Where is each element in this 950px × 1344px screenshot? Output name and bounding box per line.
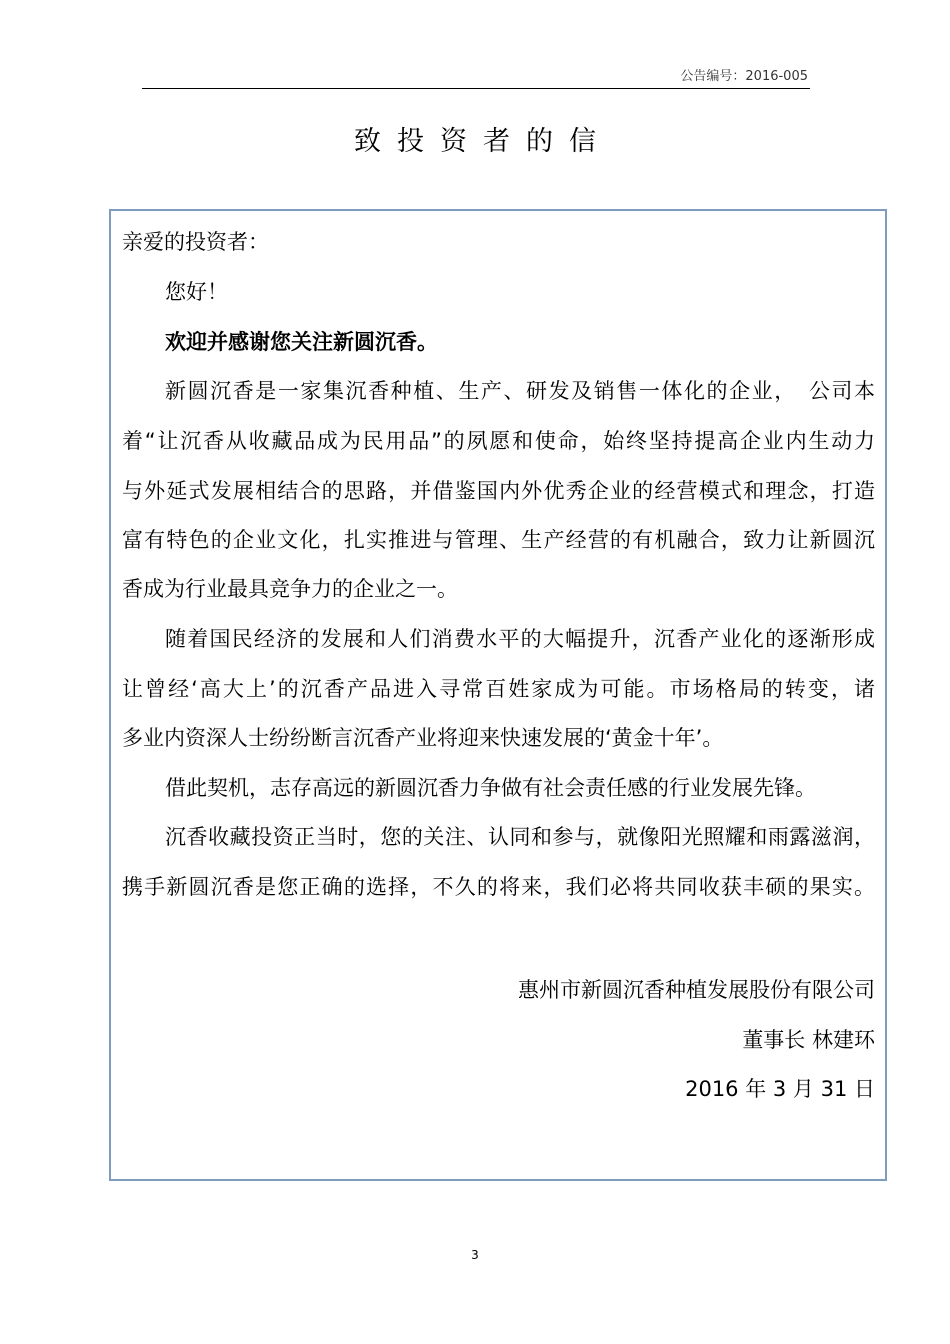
page-number: 3 [471,1248,479,1262]
paragraph-line: 与外延式发展相结合的思路，并借鉴国内外优秀企业的经营模式和理念，打造 [122,479,875,503]
notice-number: 公告编号：2016-005 [680,69,808,84]
paragraph-line: 新圆沉香是一家集沉香种植、生产、研发及销售一体化的企业， 公司本 [165,379,875,403]
paragraph-line: 多业内资深人士纷纷断言沉香产业将迎来快速发展的‘黄金十年’。 [122,726,724,750]
paragraph-line: 着“让沉香从收藏品成为民用品”的夙愿和使命，始终坚持提高企业内生动力 [122,429,875,453]
document-title: 致投资者的信 [354,126,612,157]
paragraph-line: 携手新圆沉香是您正确的选择，不久的将来，我们必将共同收获丰硕的果实。 [122,875,875,899]
signature-date: 2016 年 3 月 31 日 [685,1077,875,1101]
letter-salutation: 亲爱的投资者： [122,230,269,254]
paragraph-line: 让曾经‘高大上’的沉香产品进入寻常百姓家成为可能。市场格局的转变，诸 [122,677,875,701]
letter-greeting: 您好！ [165,280,228,304]
paragraph-line: 富有特色的企业文化，扎实推进与管理、生产经营的有机融合，致力让新圆沉 [122,528,875,552]
signature-company: 惠州市新圆沉香种植发展股份有限公司 [518,978,875,1002]
paragraph-line: 沉香收藏投资正当时，您的关注、认同和参与，就像阳光照耀和雨露滋润， [165,825,875,849]
letter-welcome: 欢迎并感谢您关注新圆沉香。 [165,330,438,354]
header-rule [142,88,810,89]
signature-chairman: 董事长 林建环 [742,1028,875,1052]
paragraph-line: 香成为行业最具竞争力的企业之一。 [122,577,458,601]
paragraph-line: 借此契机，志存高远的新圆沉香力争做有社会责任感的行业发展先锋。 [165,776,816,800]
paragraph-line: 随着国民经济的发展和人们消费水平的大幅提升，沉香产业化的逐渐形成 [165,627,875,651]
